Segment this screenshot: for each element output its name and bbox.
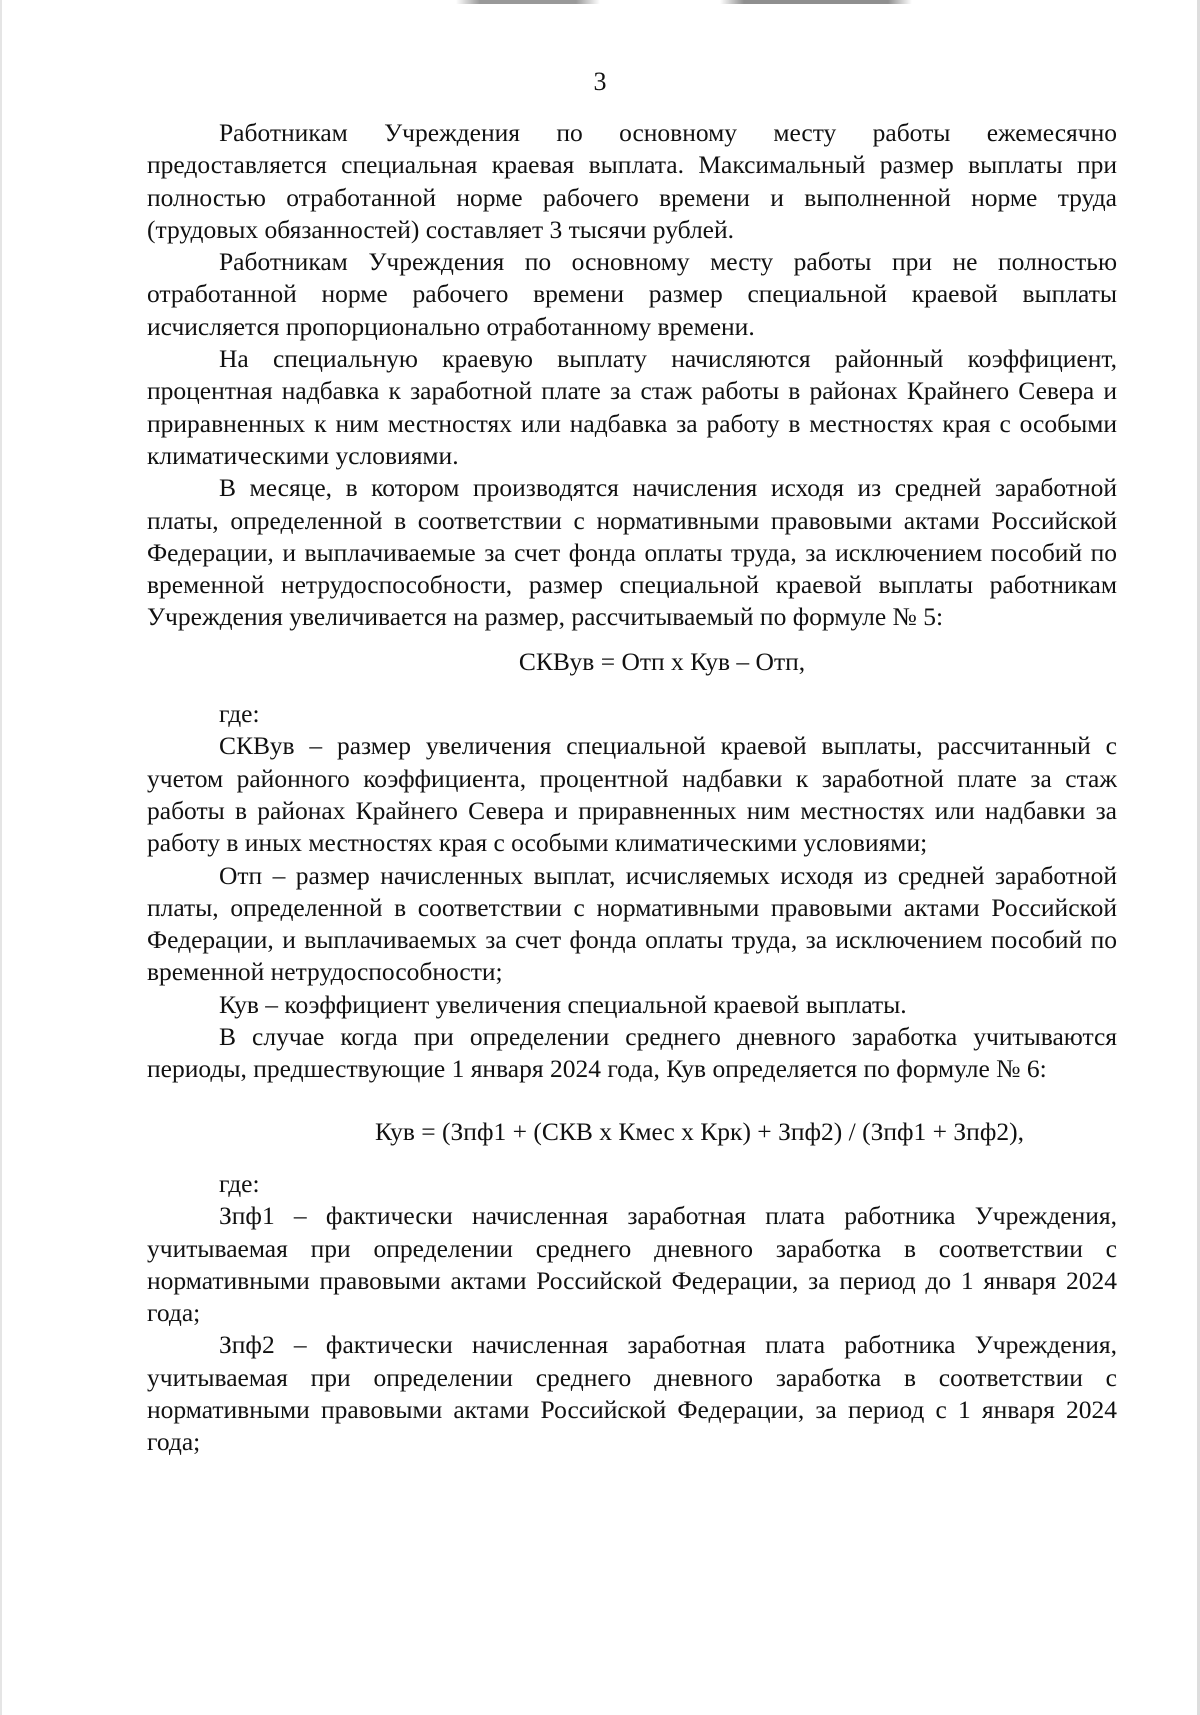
definition-otp: Отп – размер начисленных выплат, исчисляемых исходя из средней заработной платы, определенной в соответствии с нормативными правовыми актами Российской Федерации, и выплачиваемых за счет фонда оплаты труда, за исключением пособий по временной нетрудоспособности; (147, 860, 1117, 987)
definition-zpf2: Зпф2 – фактически начисленная заработная плата работника Учреждения, учитываемая при определении среднего дневного заработка в соответствии с нормативными правовыми актами Российской Федерации, за период с 1 января 2024 года; (147, 1330, 1117, 1457)
definition-kuv: Кув – коэффициент увеличения специальной краевой выплаты. (219, 989, 907, 1019)
scan-top-edge (0, 0, 1200, 4)
paragraph-proportional-payment: Работникам Учреждения по основному месту работы при не полностью отработанной норме рабочего времени размер специальной краевой выплаты исчисляется пропорционально отработанному времени. (147, 247, 1117, 341)
scan-left-edge (0, 0, 2, 1715)
paragraph-regional-coefficient: На специальную краевую выплату начисляются районный коэффициент, процентная надбавка к заработной плате за стаж работы в районах Крайнего Севера и приравненных к ним местностях или надбавка за работу в местностях края с особыми климатическими условиями. (147, 344, 1117, 470)
paragraph-increase-rule: В месяце, в котором производятся начисления исходя из средней заработной платы, определенной в соответствии с нормативными правовыми актами Российской Федерации, и выплачиваемые за счет фонда оплаты труда, за исключением пособий по временной нетрудоспособности, размер специальной краевой выплаты работникам Учреждения увеличивается на размер, рассчитываемый по формуле № 5: (147, 473, 1117, 632)
paragraph-special-payment: Работникам Учреждения по основному месту работы ежемесячно предоставляется специальная краевая выплата. Максимальный размер выплаты при полностью отработанной норме рабочего времени и выполненной норме труда (трудовых обязанностей) составляет 3 тысячи рублей. (147, 118, 1117, 244)
where-label-2: где: (219, 1168, 260, 1198)
definition-skvuv: СКВув – размер увеличения специальной краевой выплаты, рассчитанный с учетом районного коэффициента, процентной надбавки к заработной плате за стаж работы в районах Крайнего Севера и приравненных ним местностях или надбавки за работу в иных местностях края с особыми климатическими условиями; (147, 731, 1117, 858)
paragraph-formula-6-intro: В случае когда при определении среднего дневного заработка учитываются периоды, предшествующие 1 января 2024 года, Кув определяется по формуле № 6: (147, 1022, 1117, 1084)
document-body (147, 117, 1117, 1459)
formula-6: Кув = (Зпф1 + (СКВ х Кмес х Крк) + Зпф2) / (Зпф1 + Зпф2), (375, 1116, 1024, 1146)
formula-5: СКВув = Отп х Кув – Отп, (518, 646, 806, 676)
where-label-1: где: (219, 699, 260, 729)
definition-zpf1: Зпф1 – фактически начисленная заработная плата работника Учреждения, учитываемая при определении среднего дневного заработка в соответствии с нормативными правовыми актами Российской Федерации, за период до 1 января 2024 года; (147, 1201, 1117, 1328)
page-number: 3 (593, 67, 607, 96)
